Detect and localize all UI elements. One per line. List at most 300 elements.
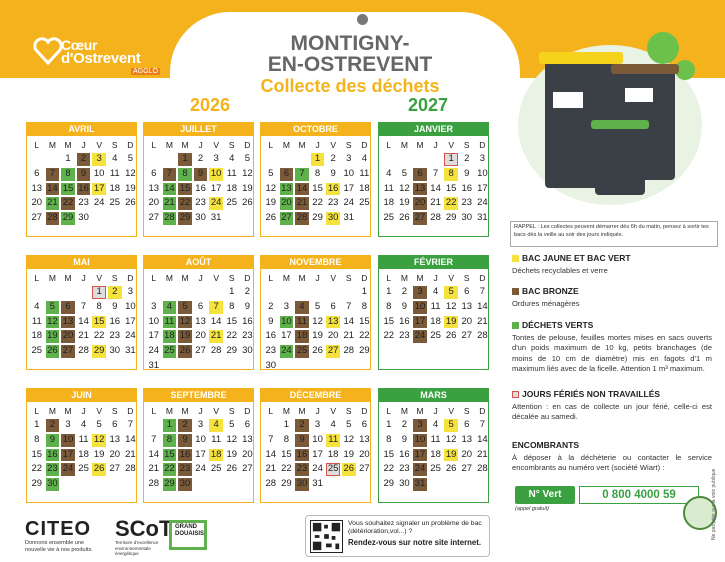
days-grid <box>146 152 253 226</box>
day-cell: 28 <box>148 478 160 490</box>
day-cell: 11 <box>164 315 175 327</box>
empty-cell <box>194 286 208 299</box>
day-cell: 9 <box>401 300 408 312</box>
day-cell: 5 <box>178 301 192 314</box>
day-cell: 13 <box>461 300 473 312</box>
day-cell: 6 <box>61 301 75 314</box>
day-headers <box>146 404 253 418</box>
day-cell: 28 <box>125 463 136 475</box>
day-cell: 6 <box>197 300 204 312</box>
legend-verts-title: DÉCHETS VERTS <box>522 320 594 330</box>
day-cell: 3 <box>92 153 106 166</box>
legend-feries <box>512 389 712 423</box>
day-cell: 8 <box>386 433 392 445</box>
day-cell: 4 <box>80 419 87 430</box>
day-header: M <box>181 406 189 416</box>
day-cell: 10 <box>62 433 74 445</box>
day-cell: 20 <box>359 448 370 460</box>
empty-cell <box>147 286 161 299</box>
day-cell: 8 <box>163 434 177 447</box>
day-cell: 26 <box>242 197 253 209</box>
day-cell: 25 <box>210 463 222 475</box>
day-cell: 10 <box>414 433 426 445</box>
day-cell: 16 <box>296 448 308 460</box>
day-header: L <box>268 273 274 283</box>
day-cell: 16 <box>265 330 277 342</box>
day-header: M <box>416 406 424 416</box>
scot-text: Territoire d'excellence environnementale énergétique <box>115 540 159 556</box>
day-header: V <box>330 140 336 150</box>
day-cell: 10 <box>93 167 105 179</box>
day-cell: 4 <box>163 301 177 314</box>
day-cell: 15 <box>281 448 292 460</box>
day-headers <box>29 404 136 418</box>
page-title-line1: MONTIGNY- <box>290 32 410 55</box>
brown-swatch <box>512 288 519 295</box>
day-cell: 20 <box>148 197 160 209</box>
empty-cell <box>147 153 161 166</box>
day-cell: 1 <box>386 286 392 297</box>
day-header: L <box>34 406 40 416</box>
day-header: S <box>228 273 235 283</box>
day-cell: 19 <box>312 330 323 342</box>
day-cell: 14 <box>164 182 175 194</box>
day-cell: 26 <box>312 345 323 357</box>
month-name: NOVEMBRE <box>261 256 370 269</box>
legend-verts <box>512 320 712 375</box>
empty-cell <box>61 286 75 299</box>
day-cell: 27 <box>242 463 253 475</box>
day-cell: 8 <box>229 300 235 312</box>
day-header: V <box>96 406 102 416</box>
day-cell: 22 <box>31 463 43 475</box>
empty-cell <box>280 286 294 299</box>
day-header: M <box>165 140 173 150</box>
day-cell: 5 <box>268 167 274 179</box>
day-cell: 2 <box>268 300 274 312</box>
days-grid <box>263 418 370 492</box>
day-cell: 17 <box>414 448 426 460</box>
day-cell: 1 <box>34 419 40 430</box>
empty-cell <box>30 153 44 166</box>
day-cell: 8 <box>96 300 102 312</box>
day-cell: 24 <box>125 330 136 342</box>
day-cell: 26 <box>343 463 355 475</box>
day-cell: 10 <box>210 167 222 179</box>
month-4 <box>26 255 137 370</box>
citeo-logo: CITEO <box>25 518 92 540</box>
day-cell: 28 <box>296 212 308 224</box>
day-header: D <box>127 406 134 416</box>
empty-cell <box>382 153 396 166</box>
days-grid <box>29 152 136 226</box>
legend-feries-title: JOURS FÉRIÉS NON TRAVAILLÉS <box>522 389 661 399</box>
day-cell: 20 <box>461 315 473 327</box>
day-header: V <box>448 140 454 150</box>
day-cell: 14 <box>78 315 89 327</box>
day-cell: 7 <box>479 419 485 430</box>
day-header: M <box>48 273 56 283</box>
day-cell: 26 <box>399 212 410 224</box>
waste-bins-illustration <box>515 30 705 210</box>
report-problem-box[interactable] <box>305 515 490 557</box>
day-cell: 29 <box>281 478 292 490</box>
day-cell: 13 <box>327 315 339 327</box>
day-cell: 23 <box>179 463 191 475</box>
day-cell: 9 <box>77 168 91 181</box>
day-header: M <box>64 140 72 150</box>
month-name: MARS <box>379 389 488 402</box>
day-cell: 24 <box>414 463 426 475</box>
side-note: Ne pas jeter sur la voie publique <box>711 468 717 540</box>
day-cell: 6 <box>464 419 470 430</box>
day-cell: 21 <box>164 197 175 209</box>
day-cell: 12 <box>226 433 238 445</box>
day-cell: 16 <box>461 182 473 194</box>
day-cell: 8 <box>283 433 290 445</box>
day-cell: 28 <box>477 463 488 475</box>
legend-feries-text: Attention : en cas de collecte un jour férié, celle-ci est décalée au samedi. <box>512 401 712 421</box>
day-cell: 30 <box>47 478 58 490</box>
day-cell: 21 <box>148 463 160 475</box>
day-header: M <box>298 140 306 150</box>
day-cell: 18 <box>430 315 441 327</box>
day-cell: 7 <box>163 168 177 181</box>
day-cell: 21 <box>343 330 355 342</box>
day-cell: 3 <box>213 153 219 164</box>
green-swatch <box>512 322 519 329</box>
day-cell: 3 <box>479 153 485 164</box>
month-3 <box>378 122 489 237</box>
day-cell: 16 <box>399 448 410 460</box>
day-cell: 16 <box>242 315 253 327</box>
day-cell: 19 <box>445 448 457 460</box>
day-cell: 11 <box>383 182 394 194</box>
day-header: M <box>165 273 173 283</box>
day-cell: 22 <box>383 330 395 342</box>
day-cell: 14 <box>296 182 308 194</box>
day-header: V <box>448 273 454 283</box>
day-cell: 24 <box>210 197 222 209</box>
day-header: D <box>361 406 368 416</box>
day-cell: 31 <box>477 212 488 224</box>
day-cell: 27 <box>148 212 160 224</box>
report-text <box>348 520 488 547</box>
day-cell: 18 <box>210 448 222 460</box>
day-header: M <box>298 273 306 283</box>
day-header: M <box>400 140 408 150</box>
day-cell: 29 <box>93 345 105 357</box>
day-header: M <box>181 273 189 283</box>
day-cell: 5 <box>444 286 458 299</box>
day-cell: 7 <box>432 167 439 179</box>
day-cell: 11 <box>211 433 222 445</box>
day-cell: 1 <box>92 286 106 299</box>
day-cell: 4 <box>386 167 392 179</box>
day-cell: 1 <box>283 419 290 430</box>
day-cell: 9 <box>244 300 250 312</box>
day-cell: 13 <box>109 433 121 445</box>
day-cell: 5 <box>346 419 352 430</box>
empty-cell <box>163 153 177 166</box>
day-cell: 17 <box>312 448 323 460</box>
day-headers <box>381 138 488 152</box>
hang-hole <box>357 14 368 25</box>
day-header: V <box>213 273 219 283</box>
day-cell: 26 <box>445 463 457 475</box>
day-cell: 19 <box>226 448 238 460</box>
day-header: J <box>198 406 203 416</box>
day-cell: 2 <box>295 419 309 432</box>
day-cell: 22 <box>93 330 105 342</box>
month-0 <box>26 122 137 237</box>
day-cell: 16 <box>47 448 58 460</box>
scot-logo: SCoT <box>115 516 173 541</box>
day-cell: 2 <box>330 153 336 164</box>
day-cell: 10 <box>281 315 292 327</box>
day-header: D <box>479 406 486 416</box>
day-header: M <box>48 406 56 416</box>
day-cell: 11 <box>430 300 441 312</box>
day-cell: 12 <box>242 167 253 179</box>
day-cell: 2 <box>401 286 408 297</box>
day-cell: 11 <box>430 433 441 445</box>
day-header: M <box>48 140 56 150</box>
day-cell: 14 <box>430 182 441 194</box>
days-grid <box>29 418 136 492</box>
day-header: D <box>127 273 134 283</box>
day-cell: 12 <box>125 167 136 179</box>
day-header: J <box>315 273 320 283</box>
day-header: L <box>386 273 392 283</box>
day-cell: 3 <box>151 300 157 312</box>
day-cell: 19 <box>265 197 277 209</box>
day-cell: 13 <box>281 182 292 194</box>
day-cell: 20 <box>242 448 253 460</box>
day-cell: 17 <box>93 182 105 194</box>
empty-cell <box>178 286 192 299</box>
month-8 <box>26 388 137 503</box>
day-cell: 1 <box>361 286 367 297</box>
rappel-note: RAPPEL : Les collectes peuvent démarrer dès 6h du matin, pensez à sortir tes bacs dès la veille au soir des jours indiqués. <box>510 221 718 247</box>
day-cell: 18 <box>31 330 43 342</box>
day-cell: 11 <box>226 167 237 179</box>
day-header: V <box>330 273 336 283</box>
day-cell: 24 <box>477 197 488 209</box>
report-question: Vous souhaitez signaler un problème de bac (détérioration,vol...) ? <box>348 520 482 535</box>
day-cell: 30 <box>78 212 89 224</box>
day-cell: 15 <box>179 182 191 194</box>
day-cell: 10 <box>148 315 160 327</box>
day-cell: 11 <box>31 315 42 327</box>
page-title-line2: EN-OSTREVENT <box>267 53 433 76</box>
day-cell: 14 <box>125 433 136 445</box>
qr-code-icon[interactable] <box>310 520 343 553</box>
day-cell: 20 <box>31 197 43 209</box>
day-header: D <box>127 140 134 150</box>
day-cell: 27 <box>359 463 370 475</box>
brand-tag: AGGLO <box>133 68 158 75</box>
day-cell: 13 <box>242 433 253 445</box>
day-cell: 9 <box>46 434 60 447</box>
month-name: DÉCEMBRE <box>261 389 370 402</box>
day-cell: 18 <box>226 182 238 194</box>
day-cell: 21 <box>430 197 441 209</box>
day-header: L <box>386 406 392 416</box>
day-cell: 8 <box>386 300 392 312</box>
day-header: S <box>463 140 470 150</box>
day-cell: 1 <box>163 419 177 432</box>
day-cell: 23 <box>195 197 206 209</box>
day-cell: 30 <box>399 478 410 490</box>
day-cell: 6 <box>151 167 157 179</box>
day-cell: 8 <box>314 167 321 179</box>
day-cell: 26 <box>125 197 136 209</box>
day-header: M <box>282 140 290 150</box>
day-cell: 20 <box>62 330 74 342</box>
day-cell: 7 <box>479 286 485 297</box>
day-cell: 30 <box>265 359 277 371</box>
day-cell: 15 <box>445 182 457 194</box>
day-cell: 22 <box>179 197 191 209</box>
legend-encombrants-text: À déposer à la déchèterie ou contacter le service encombrants au numéro vert (société Wiart) : <box>512 452 712 472</box>
empty-cell <box>264 419 278 432</box>
day-cell: 29 <box>226 345 238 357</box>
day-cell: 22 <box>359 330 370 342</box>
day-cell: 21 <box>125 448 136 460</box>
day-cell: 9 <box>178 434 192 447</box>
month-6 <box>260 255 371 370</box>
empty-cell <box>209 286 223 299</box>
day-cell: 16 <box>179 448 191 460</box>
day-cell: 9 <box>194 168 208 181</box>
day-cell: 7 <box>209 301 223 314</box>
day-cell: 23 <box>265 345 277 357</box>
day-cell: 2 <box>77 153 91 166</box>
day-cell: 30 <box>242 345 253 357</box>
day-cell: 3 <box>127 286 133 297</box>
day-cell: 30 <box>327 212 339 224</box>
day-cell: 7 <box>268 433 274 445</box>
day-cell: 31 <box>343 212 355 224</box>
day-cell: 15 <box>93 315 105 327</box>
day-cell: 29 <box>164 478 175 490</box>
day-cell: 12 <box>179 315 191 327</box>
day-cell: 6 <box>244 419 250 430</box>
day-header: J <box>433 273 438 283</box>
day-cell: 25 <box>430 463 441 475</box>
day-cell: 31 <box>414 478 426 490</box>
day-cell: 12 <box>265 182 277 194</box>
day-headers <box>146 138 253 152</box>
day-cell: 3 <box>283 300 290 312</box>
day-cell: 3 <box>413 419 427 432</box>
day-cell: 8 <box>444 168 458 181</box>
day-header: L <box>151 406 157 416</box>
day-cell: 10 <box>414 300 426 312</box>
day-cell: 23 <box>461 197 473 209</box>
day-cell: 1 <box>444 153 458 166</box>
day-cell: 6 <box>330 300 336 312</box>
day-cell: 27 <box>195 345 206 357</box>
empty-cell <box>311 286 325 299</box>
day-header: V <box>330 406 336 416</box>
day-cell: 25 <box>327 463 339 475</box>
day-header: S <box>111 406 118 416</box>
day-cell: 30 <box>179 478 191 490</box>
empty-cell <box>30 286 44 299</box>
empty-cell <box>147 419 161 432</box>
day-header: M <box>181 140 189 150</box>
month-name: JUILLET <box>144 123 253 136</box>
empty-cell <box>264 153 278 166</box>
day-cell: 1 <box>178 153 192 166</box>
month-name: JANVIER <box>379 123 488 136</box>
day-cell: 26 <box>226 463 238 475</box>
day-header: S <box>345 273 352 283</box>
day-cell: 5 <box>401 167 408 179</box>
day-cell: 30 <box>296 478 308 490</box>
day-cell: 2 <box>46 419 60 432</box>
empty-cell <box>295 153 309 166</box>
day-header: M <box>400 273 408 283</box>
day-header: L <box>268 406 274 416</box>
day-cell: 2 <box>197 153 204 164</box>
day-cell: 30 <box>195 212 206 224</box>
day-cell: 19 <box>399 197 410 209</box>
days-grid <box>263 152 370 226</box>
day-cell: 6 <box>34 167 40 179</box>
day-cell: 27 <box>31 212 43 224</box>
day-header: J <box>433 140 438 150</box>
report-cta[interactable]: Rendez-vous sur notre site internet. <box>348 538 482 547</box>
day-cell: 20 <box>109 448 121 460</box>
day-header: V <box>96 140 102 150</box>
day-cell: 9 <box>464 167 470 179</box>
day-cell: 23 <box>296 463 308 475</box>
day-cell: 29 <box>62 212 74 224</box>
day-cell: 23 <box>109 330 121 342</box>
day-cell: 5 <box>314 300 321 312</box>
day-cell: 10 <box>312 433 323 445</box>
day-cell: 25 <box>31 345 43 357</box>
day-cell: 19 <box>445 315 457 327</box>
day-cell: 7 <box>295 168 309 181</box>
day-cell: 5 <box>444 419 458 432</box>
day-cell: 6 <box>112 419 118 430</box>
day-header: L <box>34 140 40 150</box>
day-cell: 10 <box>343 167 355 179</box>
day-cell: 24 <box>195 463 206 475</box>
day-cell: 3 <box>314 419 321 430</box>
day-header: S <box>463 406 470 416</box>
day-cell: 22 <box>383 463 395 475</box>
empty-cell <box>163 286 177 299</box>
day-cell: 26 <box>445 330 457 342</box>
day-header: J <box>81 273 86 283</box>
day-header: D <box>361 273 368 283</box>
numero-vert-value[interactable]: 0 800 4000 59 <box>579 486 699 504</box>
empty-cell <box>342 286 356 299</box>
day-header: D <box>244 406 251 416</box>
year-2026: 2026 <box>189 95 231 115</box>
legend-encombrants-title: ENCOMBRANTS <box>512 440 580 450</box>
day-cell: 14 <box>343 315 355 327</box>
day-cell: 12 <box>343 433 355 445</box>
day-cell: 28 <box>343 345 355 357</box>
day-cell: 4 <box>432 286 439 297</box>
month-name: JUIN <box>27 389 136 402</box>
